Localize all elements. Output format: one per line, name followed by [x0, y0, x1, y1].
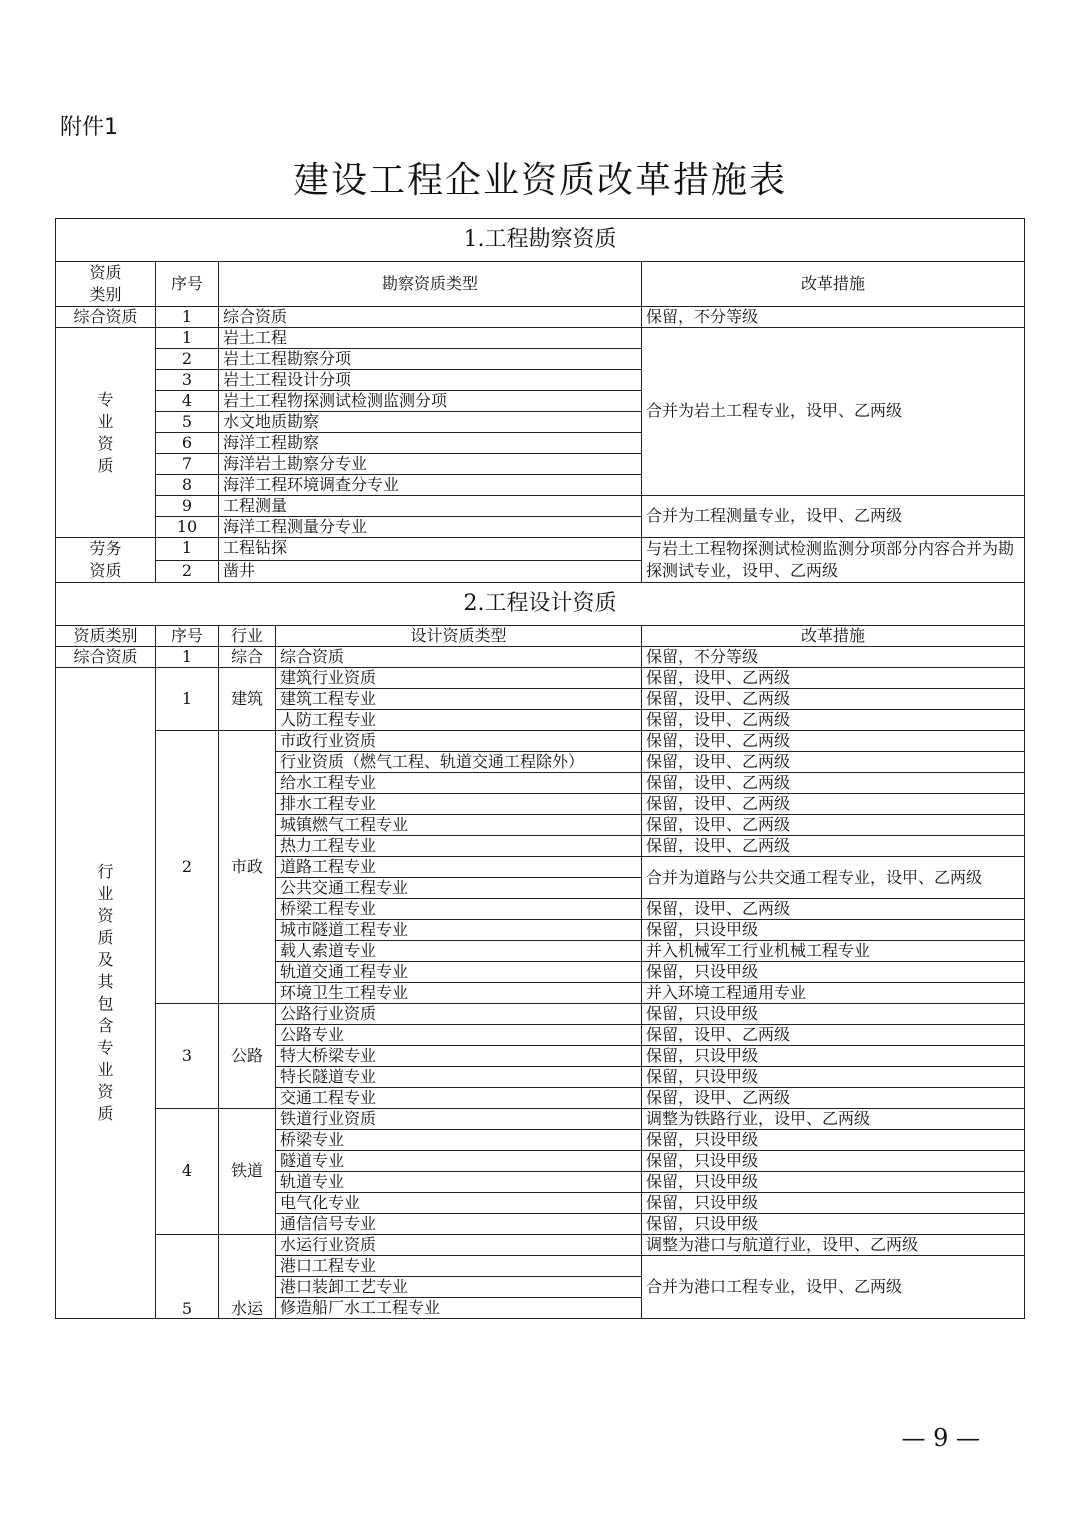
design-row — [56, 1235, 1025, 1256]
design-type: 城镇燃气工程专业 — [276, 815, 642, 836]
design-comprehensive-measure: 保留，不分等级 — [642, 647, 1025, 668]
design-measure: 保留，只设甲级 — [642, 962, 1025, 983]
design-measure: 保留，设甲、乙两级 — [642, 815, 1025, 836]
survey-seq: 1 — [156, 328, 219, 349]
survey-seq: 3 — [156, 370, 219, 391]
design-measure: 合并为港口工程专业，设甲、乙两级 — [642, 1256, 1025, 1319]
design-type: 轨道专业 — [276, 1172, 642, 1193]
design-header-industry: 行业 — [219, 626, 276, 647]
design-measure: 保留，设甲、乙两级 — [642, 752, 1025, 773]
design-group-industry: 铁道 — [219, 1109, 276, 1235]
design-header-type: 设计资质类型 — [276, 626, 642, 647]
survey-seq: 10 — [156, 517, 219, 538]
survey-type: 工程钻探 — [219, 538, 642, 561]
design-section-title: 2.工程设计资质 — [56, 583, 1025, 626]
design-type: 桥梁工程专业 — [276, 899, 642, 920]
survey-type: 水文地质勘察 — [219, 412, 642, 433]
survey-labor-row — [56, 538, 1025, 561]
design-group-seq: 5 — [156, 1235, 219, 1319]
design-type: 铁道行业资质 — [276, 1109, 642, 1130]
design-measure: 保留，设甲、乙两级 — [642, 668, 1025, 689]
design-industry-category: 行 业 资 质 及 其 包 含 专 业 资 质 — [56, 668, 156, 1319]
design-type: 载人索道专业 — [276, 941, 642, 962]
survey-measure-surveying: 合并为工程测量专业，设甲、乙两级 — [642, 496, 1025, 538]
design-header-category: 资质类别 — [56, 626, 156, 647]
survey-section-title: 1.工程勘察资质 — [56, 219, 1025, 262]
survey-type: 海洋工程勘察 — [219, 433, 642, 454]
design-type: 特大桥梁专业 — [276, 1046, 642, 1067]
design-type: 市政行业资质 — [276, 731, 642, 752]
design-group-seq: 3 — [156, 1004, 219, 1109]
design-group-industry: 市政 — [219, 731, 276, 1004]
survey-header-type: 勘察资质类型 — [219, 262, 642, 307]
design-measure: 保留，设甲、乙两级 — [642, 836, 1025, 857]
design-measure: 保留，设甲、乙两级 — [642, 710, 1025, 731]
design-type: 给水工程专业 — [276, 773, 642, 794]
survey-seq: 6 — [156, 433, 219, 454]
survey-comprehensive-category: 综合资质 — [56, 307, 156, 328]
design-comprehensive-row — [56, 647, 1025, 668]
design-group-seq: 2 — [156, 731, 219, 1004]
survey-measure-geotech: 合并为岩土工程专业，设甲、乙两级 — [642, 328, 1025, 496]
survey-header-row — [56, 262, 1025, 307]
design-measure: 保留，只设甲级 — [642, 920, 1025, 941]
design-group-industry: 建筑 — [219, 668, 276, 731]
design-measure: 保留，只设甲级 — [642, 1046, 1025, 1067]
design-group-industry: 公路 — [219, 1004, 276, 1109]
design-type: 道路工程专业 — [276, 857, 642, 878]
design-measure: 保留，设甲、乙两级 — [642, 689, 1025, 710]
design-measure: 保留，只设甲级 — [642, 1004, 1025, 1025]
design-measure: 并入机械军工行业机械工程专业 — [642, 941, 1025, 962]
survey-seq: 1 — [156, 538, 219, 561]
survey-comprehensive-seq: 1 — [156, 307, 219, 328]
survey-labor-category: 劳务 资质 — [56, 538, 156, 583]
survey-professional-category: 专 业 资 质 — [56, 328, 156, 538]
design-type: 特长隧道专业 — [276, 1067, 642, 1088]
design-type: 建筑工程专业 — [276, 689, 642, 710]
survey-seq: 4 — [156, 391, 219, 412]
design-type: 热力工程专业 — [276, 836, 642, 857]
survey-professional-row — [56, 328, 1025, 349]
survey-comprehensive-type: 综合资质 — [219, 307, 642, 328]
design-type: 环境卫生工程专业 — [276, 983, 642, 1004]
design-comprehensive-category: 综合资质 — [56, 647, 156, 668]
survey-type: 海洋工程环境调查分专业 — [219, 475, 642, 496]
design-measure: 保留，设甲、乙两级 — [642, 1025, 1025, 1046]
design-measure: 保留，设甲、乙两级 — [642, 1088, 1025, 1109]
survey-type: 岩土工程物探测试检测监测分项 — [219, 391, 642, 412]
design-row — [56, 731, 1025, 752]
survey-type: 海洋工程测量分专业 — [219, 517, 642, 538]
design-type: 港口工程专业 — [276, 1256, 642, 1277]
survey-professional-row — [56, 496, 1025, 517]
design-header-measure: 改革措施 — [642, 626, 1025, 647]
design-measure: 保留，只设甲级 — [642, 1151, 1025, 1172]
design-measure: 保留，设甲、乙两级 — [642, 794, 1025, 815]
survey-comprehensive-row — [56, 307, 1025, 328]
document-title: 建设工程企业资质改革措施表 — [292, 160, 787, 201]
design-type: 人防工程专业 — [276, 710, 642, 731]
design-type: 电气化专业 — [276, 1193, 642, 1214]
design-measure: 保留，设甲、乙两级 — [642, 773, 1025, 794]
design-type: 行业资质（燃气工程、轨道交通工程除外） — [276, 752, 642, 773]
survey-type: 岩土工程设计分项 — [219, 370, 642, 391]
design-group-seq: 1 — [156, 668, 219, 731]
design-comprehensive-industry: 综合 — [219, 647, 276, 668]
survey-type: 工程测量 — [219, 496, 642, 517]
survey-header-category: 资质 类别 — [56, 262, 156, 307]
design-type: 港口装卸工艺专业 — [276, 1277, 642, 1298]
survey-seq: 2 — [156, 349, 219, 370]
design-type: 通信信号专业 — [276, 1214, 642, 1235]
design-type: 公路专业 — [276, 1025, 642, 1046]
design-row — [56, 1109, 1025, 1130]
survey-seq: 2 — [156, 560, 219, 583]
design-measure: 保留，只设甲级 — [642, 1214, 1025, 1235]
design-type: 桥梁专业 — [276, 1130, 642, 1151]
design-measure: 保留，设甲、乙两级 — [642, 899, 1025, 920]
design-measure: 保留，设甲、乙两级 — [642, 731, 1025, 752]
survey-labor-measure: 与岩土工程物探测试检测监测分项部分内容合并为勘探测试专业，设甲、乙两级 — [642, 538, 1025, 583]
design-type: 轨道交通工程专业 — [276, 962, 642, 983]
design-row — [56, 668, 1025, 689]
design-comprehensive-seq: 1 — [156, 647, 219, 668]
design-group-industry: 水运 — [219, 1235, 276, 1319]
design-measure: 并入环境工程通用专业 — [642, 983, 1025, 1004]
design-measure: 保留，只设甲级 — [642, 1193, 1025, 1214]
survey-section-row — [56, 219, 1025, 262]
survey-seq: 7 — [156, 454, 219, 475]
design-type: 城市隧道工程专业 — [276, 920, 642, 941]
survey-seq: 5 — [156, 412, 219, 433]
survey-seq: 9 — [156, 496, 219, 517]
design-header-row — [56, 626, 1025, 647]
design-type: 建筑行业资质 — [276, 668, 642, 689]
survey-type: 海洋岩土勘察分专业 — [219, 454, 642, 475]
design-type: 水运行业资质 — [276, 1235, 642, 1256]
design-measure: 保留，只设甲级 — [642, 1130, 1025, 1151]
design-type: 交通工程专业 — [276, 1088, 642, 1109]
design-group-seq: 4 — [156, 1109, 219, 1235]
survey-type: 凿井 — [219, 560, 642, 583]
survey-seq: 8 — [156, 475, 219, 496]
design-measure: 调整为铁路行业，设甲、乙两级 — [642, 1109, 1025, 1130]
survey-type: 岩土工程 — [219, 328, 642, 349]
design-comprehensive-type: 综合资质 — [276, 647, 642, 668]
design-section-row — [56, 583, 1025, 626]
design-measure: 保留，只设甲级 — [642, 1172, 1025, 1193]
attachment-label: 附件1 — [60, 115, 118, 140]
survey-type: 岩土工程勘察分项 — [219, 349, 642, 370]
survey-header-measure: 改革措施 — [642, 262, 1025, 307]
design-header-seq: 序号 — [156, 626, 219, 647]
design-measure: 保留，只设甲级 — [642, 1067, 1025, 1088]
design-type: 排水工程专业 — [276, 794, 642, 815]
design-type: 公共交通工程专业 — [276, 878, 642, 899]
survey-header-seq: 序号 — [156, 262, 219, 307]
design-type: 修造船厂水工工程专业 — [276, 1298, 642, 1319]
design-measure: 调整为港口与航道行业，设甲、乙两级 — [642, 1235, 1025, 1256]
survey-comprehensive-measure: 保留，不分等级 — [642, 307, 1025, 328]
page-number: — 9 — — [901, 1424, 980, 1452]
design-row — [56, 1004, 1025, 1025]
design-measure: 合并为道路与公共交通工程专业，设甲、乙两级 — [642, 857, 1025, 899]
design-type: 隧道专业 — [276, 1151, 642, 1172]
design-type: 公路行业资质 — [276, 1004, 642, 1025]
reform-measures-table — [55, 218, 1025, 1319]
